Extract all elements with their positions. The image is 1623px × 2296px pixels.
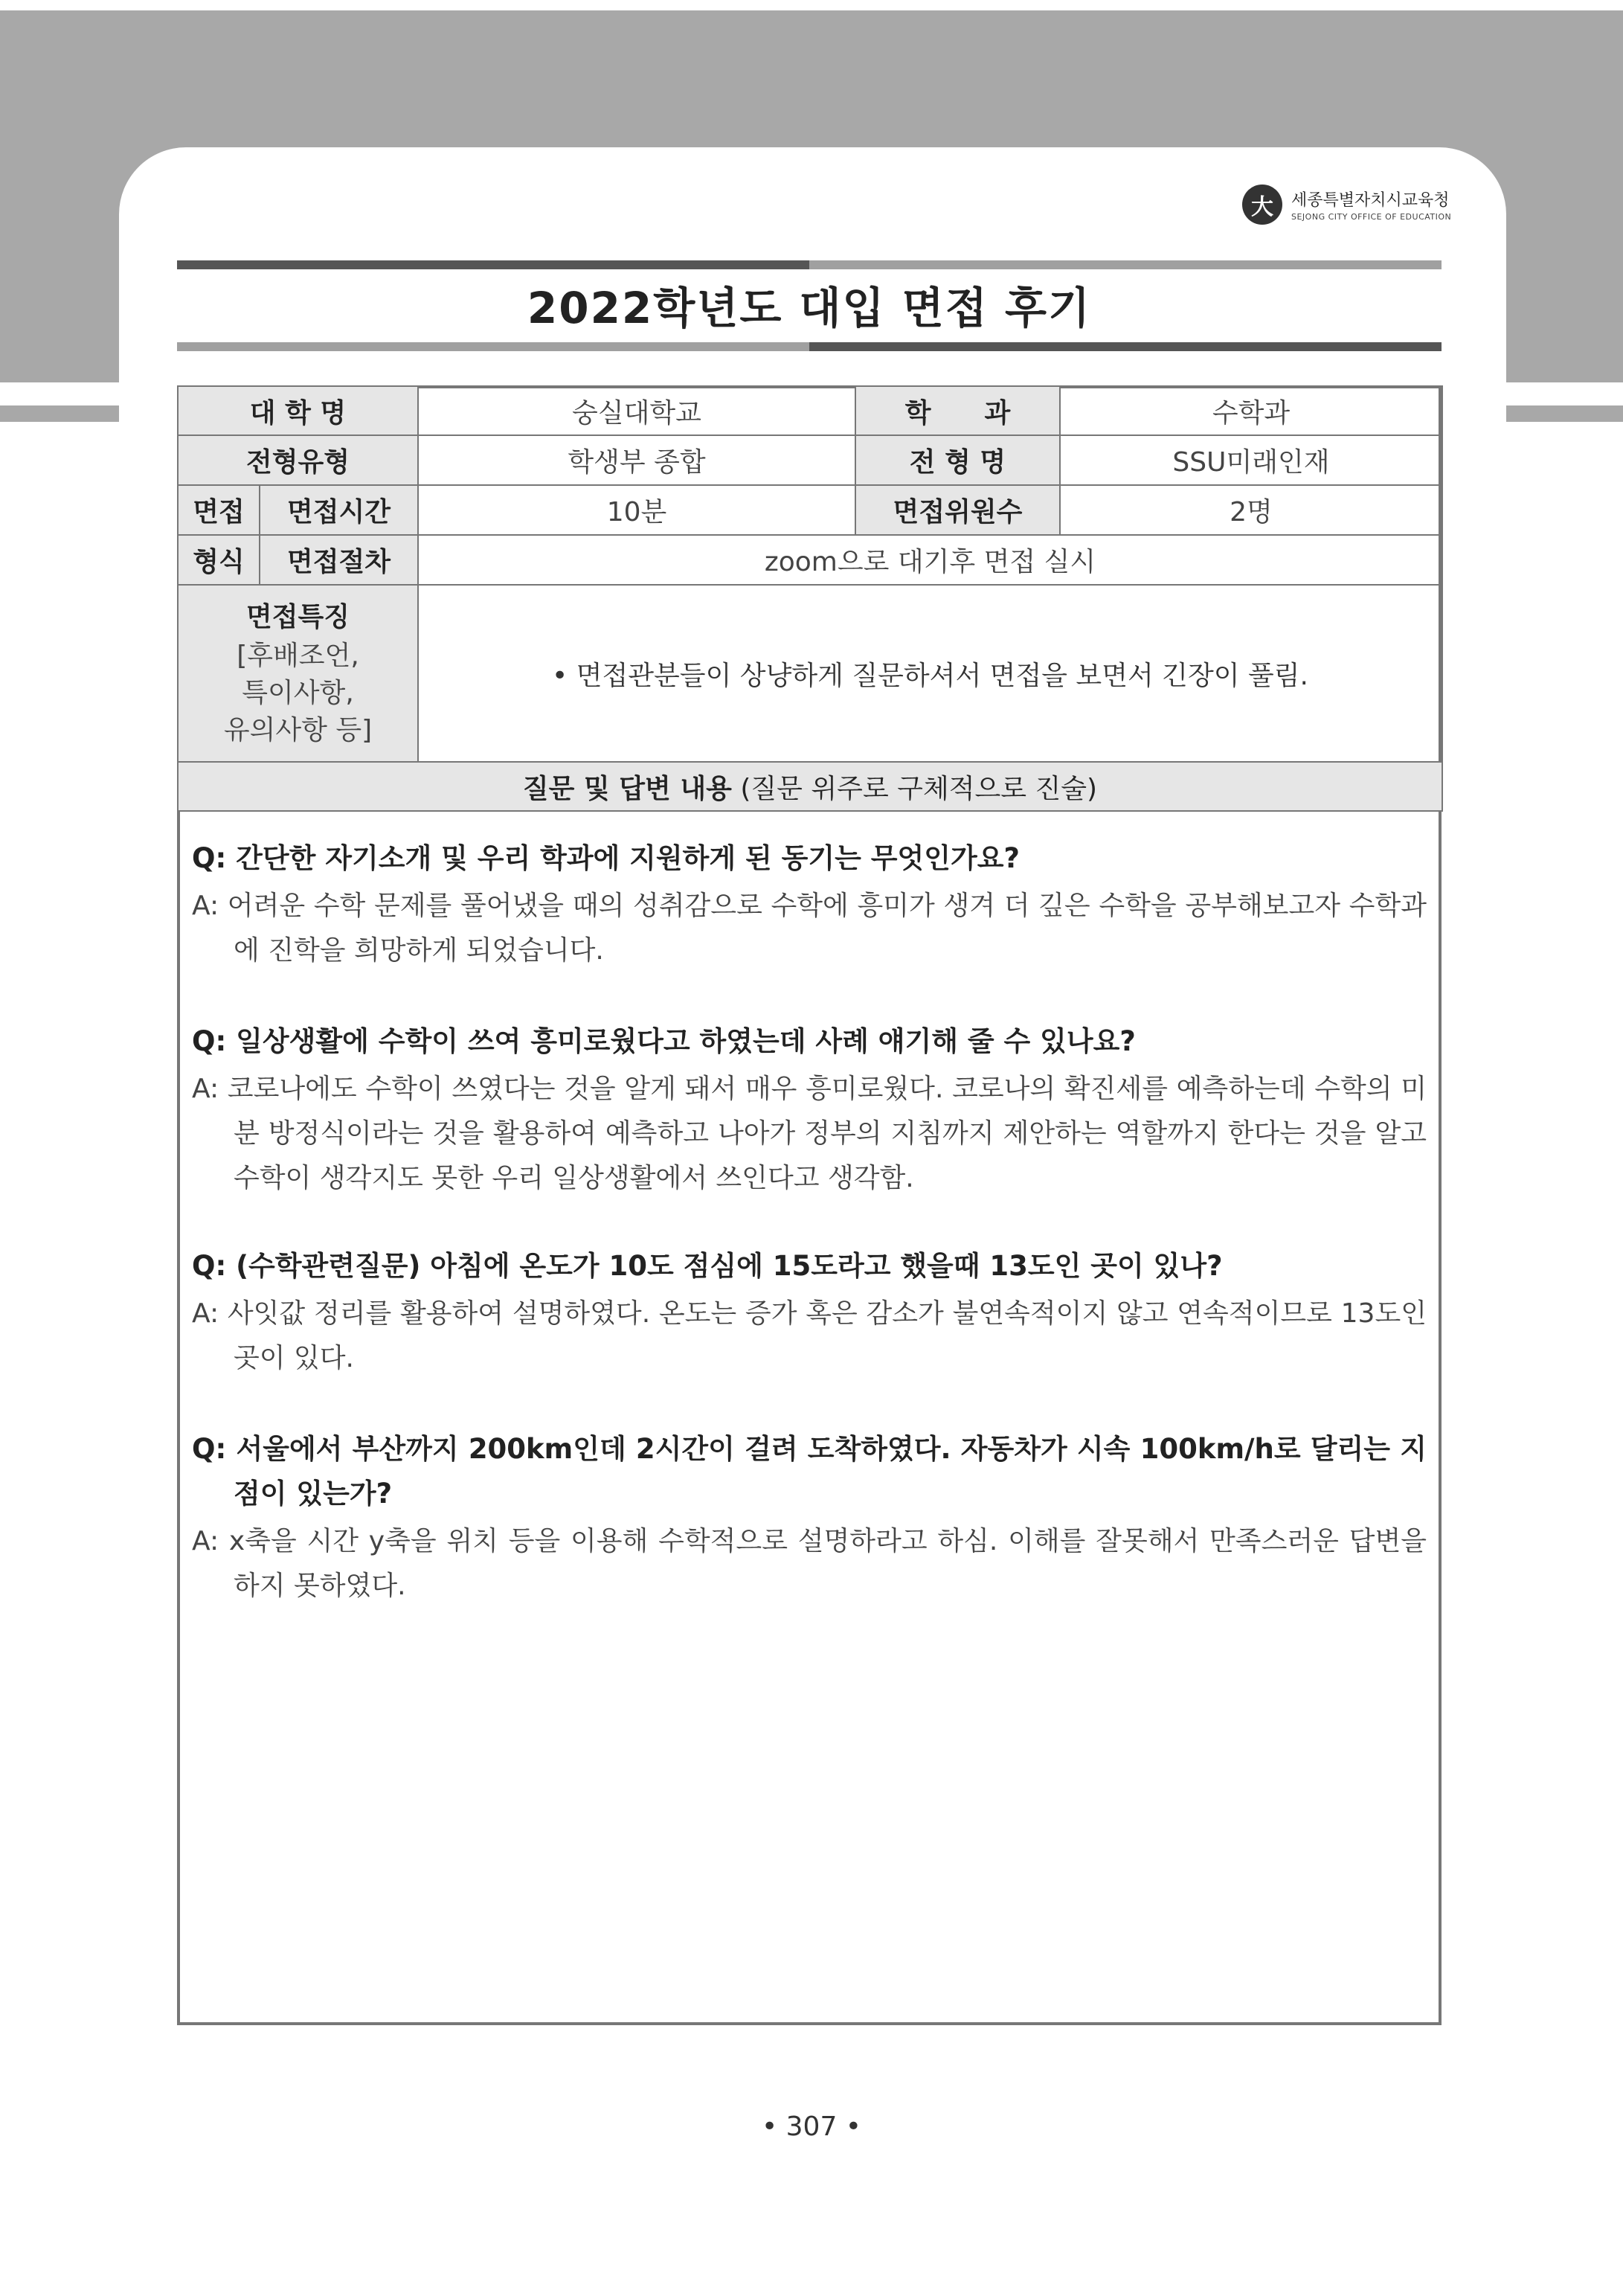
procedure-label: 면접절차 bbox=[260, 535, 418, 585]
qa-section-header bbox=[178, 762, 1442, 811]
emblem-icon: 大 bbox=[1242, 185, 1282, 225]
question-3: Q: (수학관련질문) 아침에 온도가 10도 점심에 15도라고 했을때 13도인 곳이 있나? bbox=[192, 1250, 1223, 1282]
type-label: 전형유형 bbox=[178, 435, 418, 485]
univ-value: 숭실대학교 bbox=[418, 386, 855, 435]
feature-sub-1: [후배조언, bbox=[237, 641, 359, 671]
answer-3: A: 사잇값 정리를 활용하여 설명하였다. 온도는 증가 혹은 감소가 불연속적이지 않고 연속적이므로 13도인 곳이 있다. bbox=[192, 1298, 1427, 1373]
format-label-top: 면접 bbox=[178, 485, 260, 535]
admission-name-label: 전 형 명 bbox=[855, 435, 1060, 485]
qa-header-rest: (질문 위주로 구체적으로 진술) bbox=[731, 773, 1098, 804]
qa-item-2 bbox=[192, 1019, 1427, 1201]
panel-value: 2명 bbox=[1060, 485, 1442, 535]
answer-4: A: x축을 시간 y축을 위치 등을 이용해 수학적으로 설명하라고 하심. 이해를 잘못해서 만족스러운 답변을 하지 못하였다. bbox=[192, 1526, 1427, 1601]
time-value: 10분 bbox=[418, 485, 855, 535]
answer-1: A: 어려운 수학 문제를 풀어냈을 때의 성취감으로 수학에 흥미가 생겨 더 깊은 수학을 공부해보고자 수학과에 진학을 희망하게 되었습니다. bbox=[192, 891, 1427, 966]
decor-stub-left bbox=[0, 405, 119, 422]
dept-label: 학 과 bbox=[855, 386, 1060, 435]
panel-label: 면접위원수 bbox=[855, 485, 1060, 535]
time-label: 면접시간 bbox=[260, 485, 418, 535]
title-rule-bottom bbox=[177, 342, 1442, 351]
title-rule-top bbox=[177, 260, 1442, 269]
page-number: • 307 • bbox=[761, 2111, 862, 2142]
info-table bbox=[177, 385, 1443, 812]
format-label-bottom: 형식 bbox=[178, 535, 260, 585]
feature-sub-3: 유의사항 등] bbox=[223, 715, 373, 745]
document-title: 2022학년도 대입 면접 후기 bbox=[527, 283, 1092, 333]
univ-label: 대 학 명 bbox=[178, 386, 418, 435]
feature-value: • 면접관분들이 상냥하게 질문하셔서 면접을 보면서 긴장이 풀림. bbox=[418, 585, 1442, 762]
org-name: 세종특별자치시교육청 bbox=[1291, 191, 1450, 210]
feature-sub-2: 특이사항, bbox=[242, 678, 354, 708]
admission-name-value: SSU미래인재 bbox=[1060, 435, 1442, 485]
org-name-en: SEJONG CITY OFFICE OF EDUCATION bbox=[1291, 212, 1452, 222]
qa-item-1 bbox=[192, 836, 1427, 973]
qa-header-bold: 질문 및 답변 내용 bbox=[522, 773, 732, 804]
dept-value: 수학과 bbox=[1060, 386, 1442, 435]
qa-item-4 bbox=[192, 1427, 1427, 1609]
type-value: 학생부 종합 bbox=[418, 435, 855, 485]
question-2: Q: 일상생활에 수학이 쓰여 흥미로웠다고 하였는데 사례 얘기해 줄 수 있나요? bbox=[192, 1025, 1136, 1057]
answer-2: A: 코로나에도 수학이 쓰였다는 것을 알게 돼서 매우 흥미로웠다. 코로나의 확진세를 예측하는데 수학의 미분 방정식이라는 것을 활용하여 예측하고 나아가 정부의 지침까지 제안하는 역할까지 한다는 것을 알고 수학이 생각지도 못한 우리 일상생활에서 쓰인다고 생각함. bbox=[192, 1074, 1427, 1193]
procedure-value: zoom으로 대기후 면접 실시 bbox=[418, 535, 1442, 585]
org-logo bbox=[1242, 185, 1451, 225]
question-4: Q: 서울에서 부산까지 200km인데 2시간이 걸려 도착하였다. 자동차가 시속 100km/h로 달리는 지점이 있는가? bbox=[192, 1433, 1427, 1510]
feature-label: 면접특징 bbox=[245, 602, 350, 632]
qa-item-3 bbox=[192, 1244, 1427, 1381]
decor-stub-right bbox=[1504, 405, 1623, 422]
feature-label-cell bbox=[178, 585, 418, 762]
question-1: Q: 간단한 자기소개 및 우리 학과에 지원하게 된 동기는 무엇인가요? bbox=[192, 842, 1020, 874]
